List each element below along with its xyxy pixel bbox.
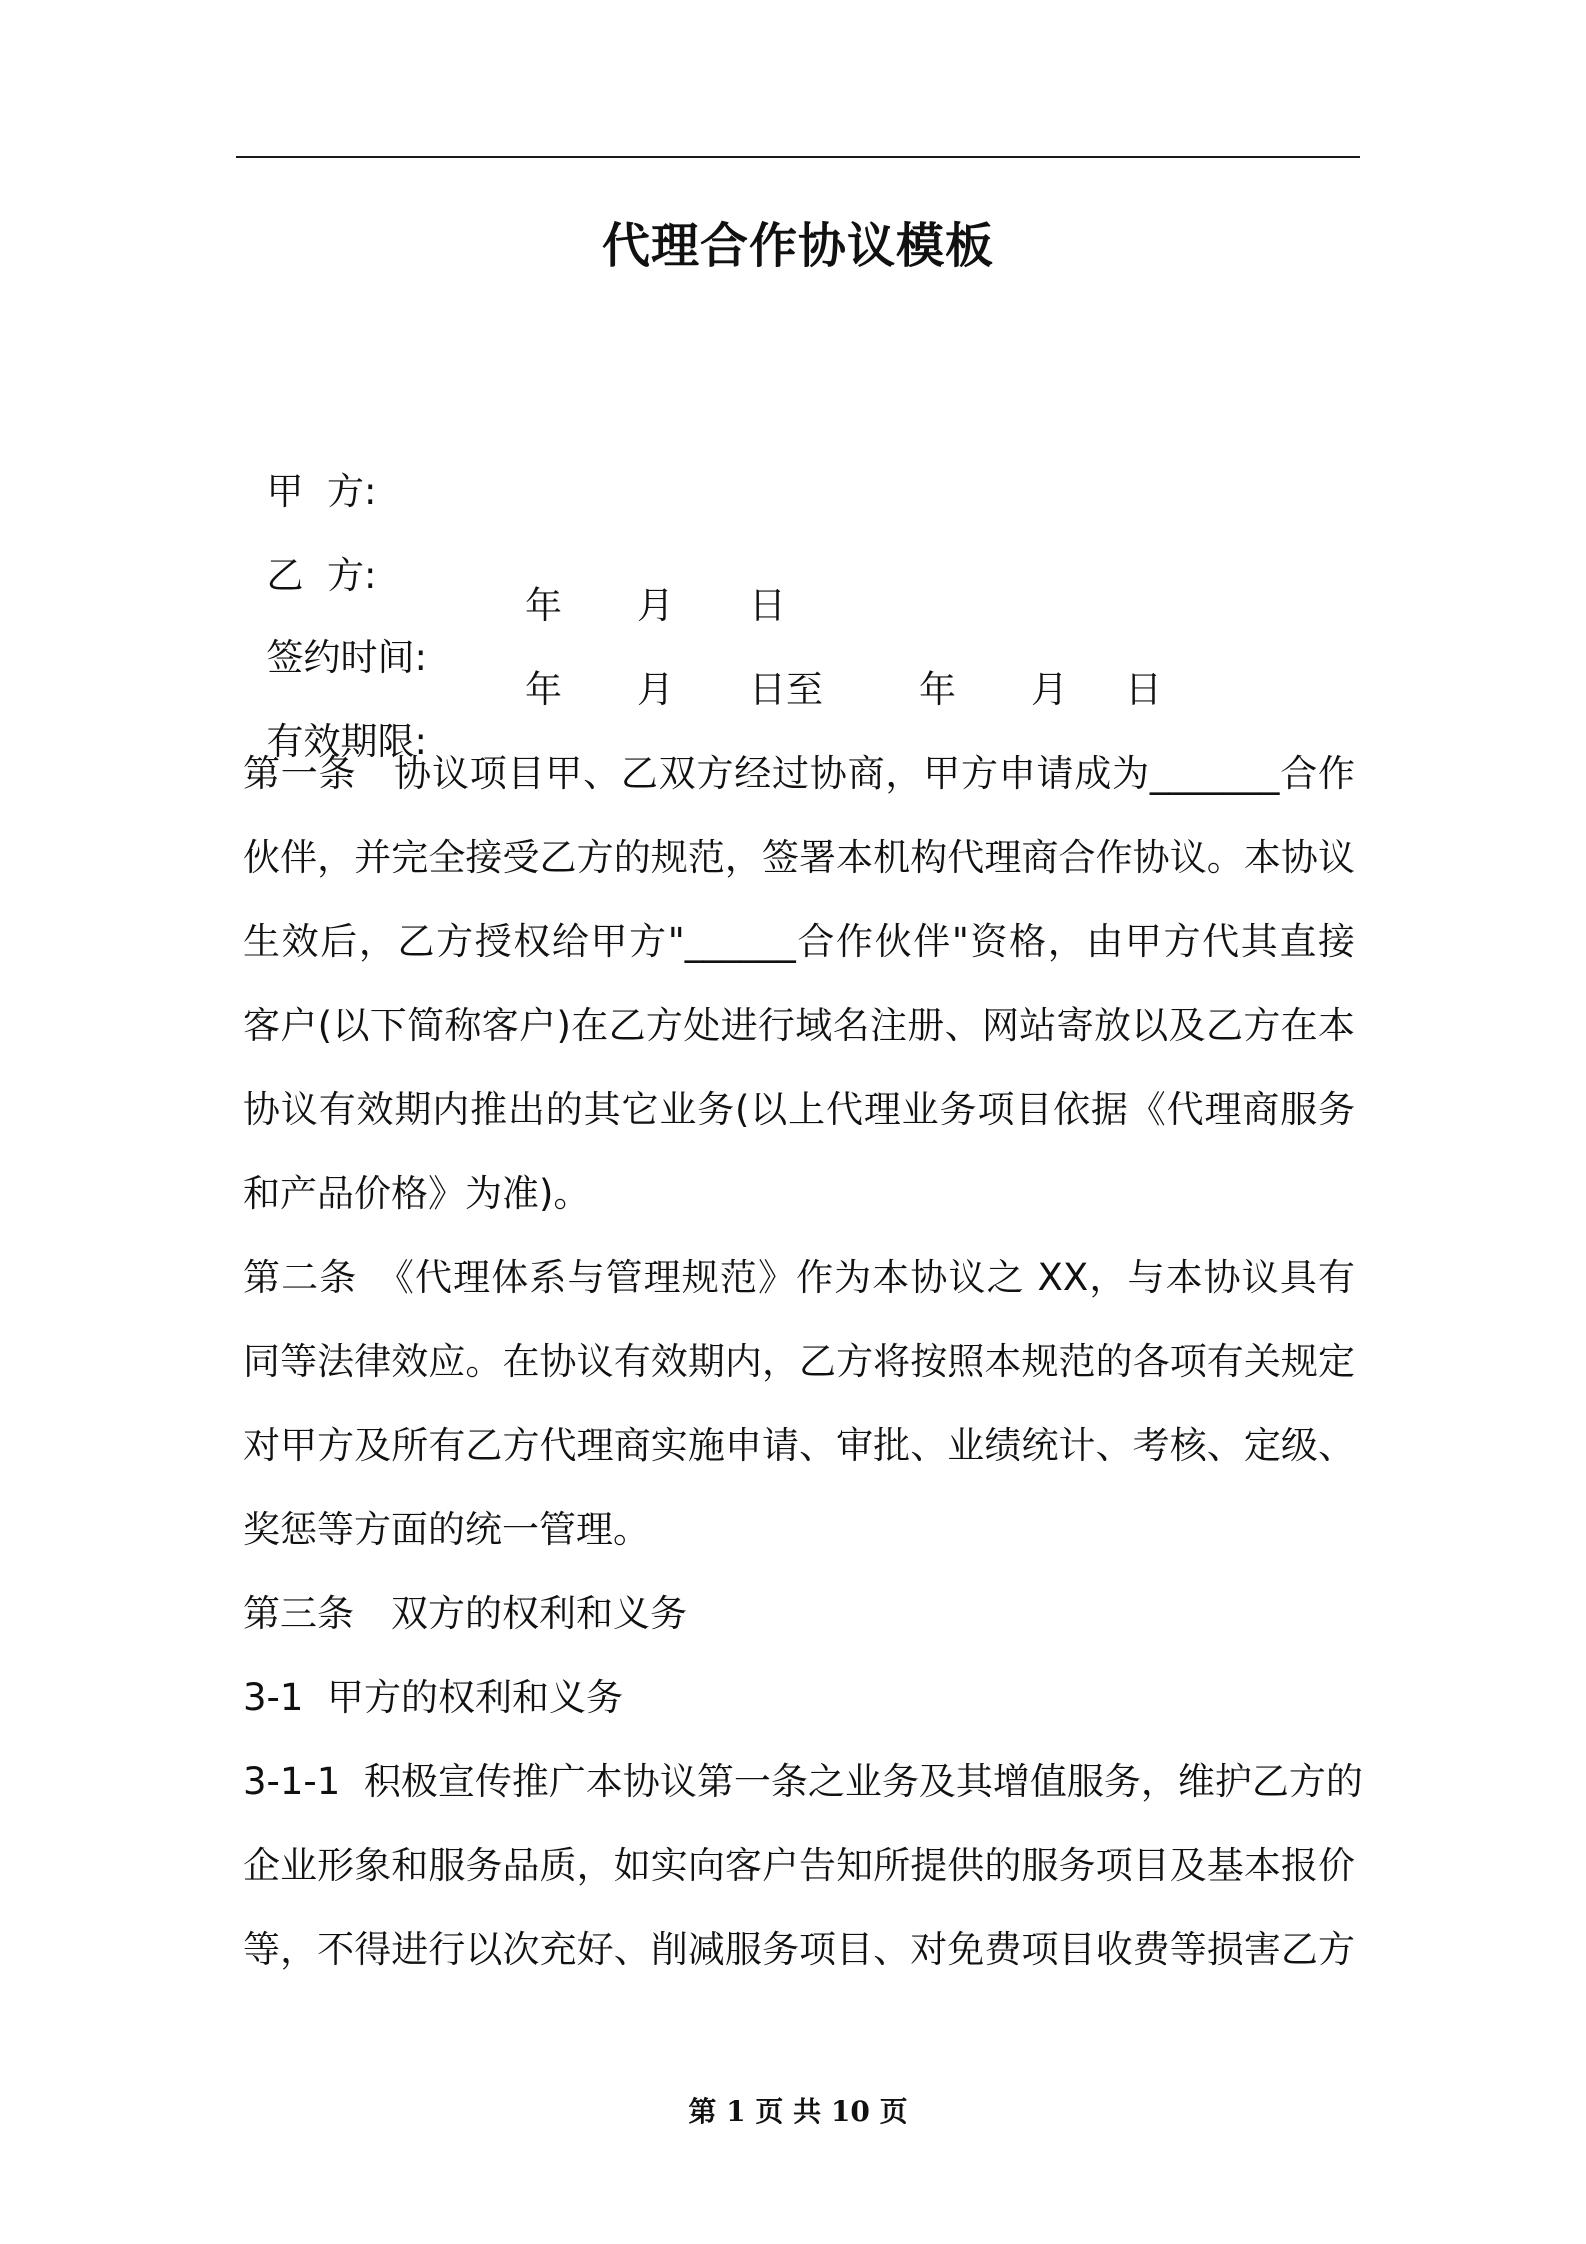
validity-from-month: 月: [637, 668, 674, 711]
article-1-line: 协议有效期内推出的其它业务(以上代理业务项目依据《代理商服务: [243, 1088, 1355, 1131]
document-title: 代理合作协议模板: [601, 218, 994, 274]
sign-day: 日: [749, 584, 786, 627]
article-2: [243, 1236, 1355, 1572]
validity-to-year: 年: [919, 668, 956, 711]
sign-month: 月: [637, 584, 674, 627]
validity-label: 有效期限:: [266, 720, 427, 763]
sign-date-label: 签约时间:: [266, 636, 427, 679]
page-number-footer: 第 1 页 共 10 页: [688, 2095, 908, 2128]
validity-from-year: 年: [525, 668, 562, 711]
article-2-line: 奖惩等方面的统一管理。: [243, 1508, 650, 1551]
sign-year: 年: [525, 584, 562, 627]
party-a-label: 甲 方:: [266, 470, 377, 513]
article-3-heading-block: [243, 1572, 1355, 1656]
article-1-line: 第一条 协议项目甲、乙双方经过协商，甲方申请成为_______合作: [243, 752, 1355, 795]
validity-to-month: 月: [1031, 668, 1068, 711]
header-rule: [236, 156, 1360, 158]
validity-field: [243, 664, 1355, 763]
party-b-label: 乙 方:: [266, 554, 377, 597]
article-1-line: 生效后，乙方授权给甲方"______合作伙伴"资格，由甲方代其直接: [243, 920, 1355, 963]
section-3-1-block: [243, 1656, 1355, 1740]
section-3-1-heading: 3-1 甲方的权利和义务: [243, 1676, 623, 1719]
section-3-1-1: [243, 1740, 1363, 1992]
article-2-line: 对甲方及所有乙方代理商实施申请、审批、业绩统计、考核、定级、: [243, 1424, 1355, 1467]
article-1-line: 和产品价格》为准)。: [243, 1172, 591, 1215]
validity-to-day: 日: [1125, 668, 1162, 711]
article-3-heading: 第三条 双方的权利和义务: [243, 1592, 687, 1635]
article-2-line: 第二条 《代理体系与管理规范》作为本协议之 XX，与本协议具有: [243, 1256, 1355, 1299]
section-3-1-1-line: 等，不得进行以次充好、削减服务项目、对免费项目收费等损害乙方: [243, 1928, 1355, 1971]
sign-date-field: [243, 580, 1355, 679]
article-1: [243, 732, 1355, 1236]
article-1-line: 伙伴，并完全接受乙方的规范，签署本机构代理商合作协议。本协议: [243, 836, 1355, 879]
section-3-1-1-line: 企业形象和服务品质，如实向客户告知所提供的服务项目及基本报价: [243, 1844, 1355, 1887]
section-3-1-1-line: 3-1-1 积极宣传推广本协议第一条之业务及其增值服务，维护乙方的: [243, 1760, 1363, 1803]
article-1-line: 客户(以下简称客户)在乙方处进行域名注册、网站寄放以及乙方在本: [243, 1004, 1355, 1047]
article-2-line: 同等法律效应。在协议有效期内，乙方将按照本规范的各项有关规定: [243, 1340, 1355, 1383]
validity-from-day: 日至: [749, 668, 823, 711]
